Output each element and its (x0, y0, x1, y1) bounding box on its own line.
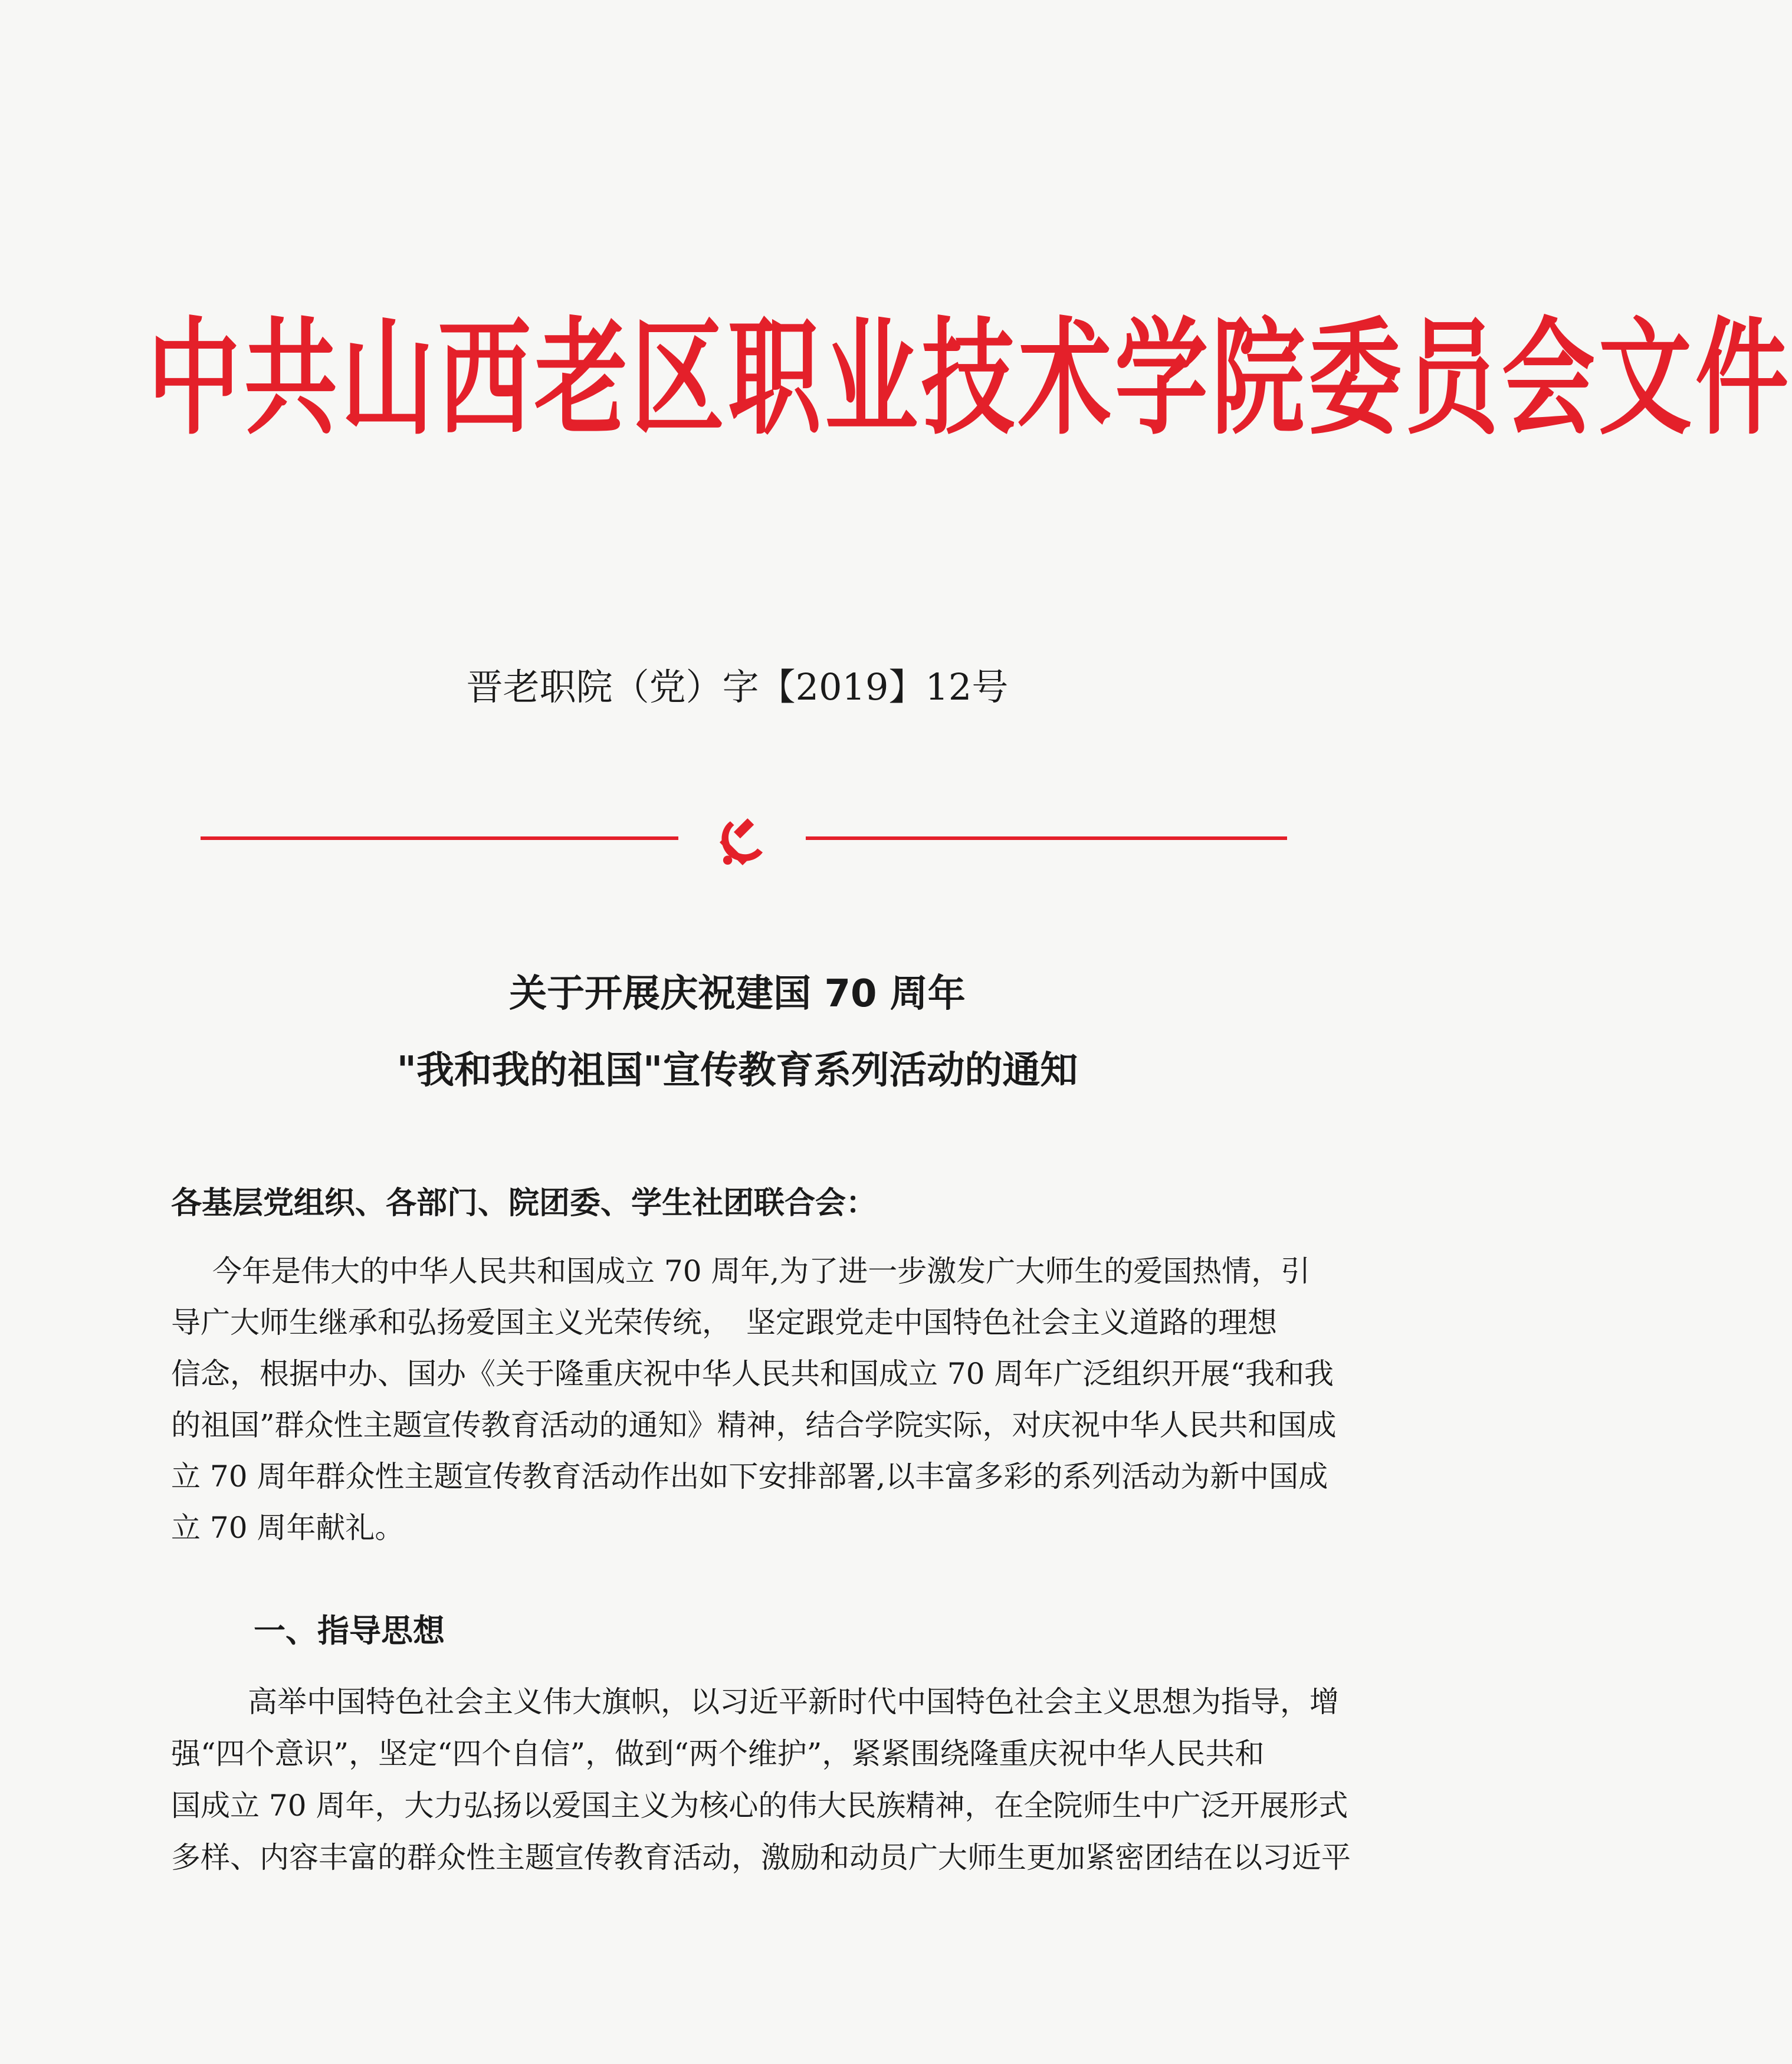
section-line-3: 国成立 70 周年，大力弘扬以爱国主义为核心的伟大民族精神，在全院师生中广泛开展形式 (171, 1789, 1348, 1823)
red-divider-right (806, 836, 1287, 840)
intro-line-1: 今年是伟大的中华人民共和国成立 70 周年,为了进一步激发广大师生的爱国热情，引 (212, 1254, 1311, 1288)
section-heading: 一、指导思想 (254, 1612, 445, 1649)
intro-line-4: 的祖国”群众性主题宣传教育活动的通知》精神，结合学院实际，对庆祝中华人民共和国成 (171, 1408, 1337, 1442)
section-line-4: 多样、内容丰富的群众性主题宣传教育活动，激励和动员广大师生更加紧密团结在以习近平 (171, 1840, 1351, 1875)
section-line-2: 强“四个意识”，坚定“四个自信”，做到“两个维护”，紧紧围绕隆重庆祝中华人民共和 (171, 1737, 1265, 1771)
intro-line-3: 信念，根据中办、国办《关于隆重庆祝中华人民共和国成立 70 周年广泛组织开展“我和我 (171, 1357, 1334, 1391)
hammer-and-sickle-icon (711, 807, 776, 872)
salutation: 各基层党组织、各部门、院团委、学生社团联合会： (171, 1186, 877, 1221)
document-title-line-1: 关于开展庆祝建国 70 周年 (509, 972, 966, 1016)
masthead: 中共山西老区职业技术学院委员会文件 (147, 304, 1792, 452)
intro-line-2: 导广大师生继承和弘扬爱国主义光荣传统， 坚定跟党走中国特色社会主义道路的理想 (171, 1305, 1277, 1340)
document-number: 晋老职院（党）字【2019】12号 (466, 665, 1009, 708)
intro-line-5: 立 70 周年群众性主题宣传教育活动作出如下安排部署,以丰富多彩的系列活动为新中国成 (171, 1459, 1328, 1494)
red-divider-left (201, 836, 678, 840)
section-line-1: 高举中国特色社会主义伟大旗帜，以习近平新时代中国特色社会主义思想为指导，增 (248, 1685, 1339, 1719)
document-title-line-2: "我和我的祖国"宣传教育系列活动的通知 (396, 1049, 1078, 1092)
intro-line-6: 立 70 周年献礼。 (171, 1511, 405, 1545)
